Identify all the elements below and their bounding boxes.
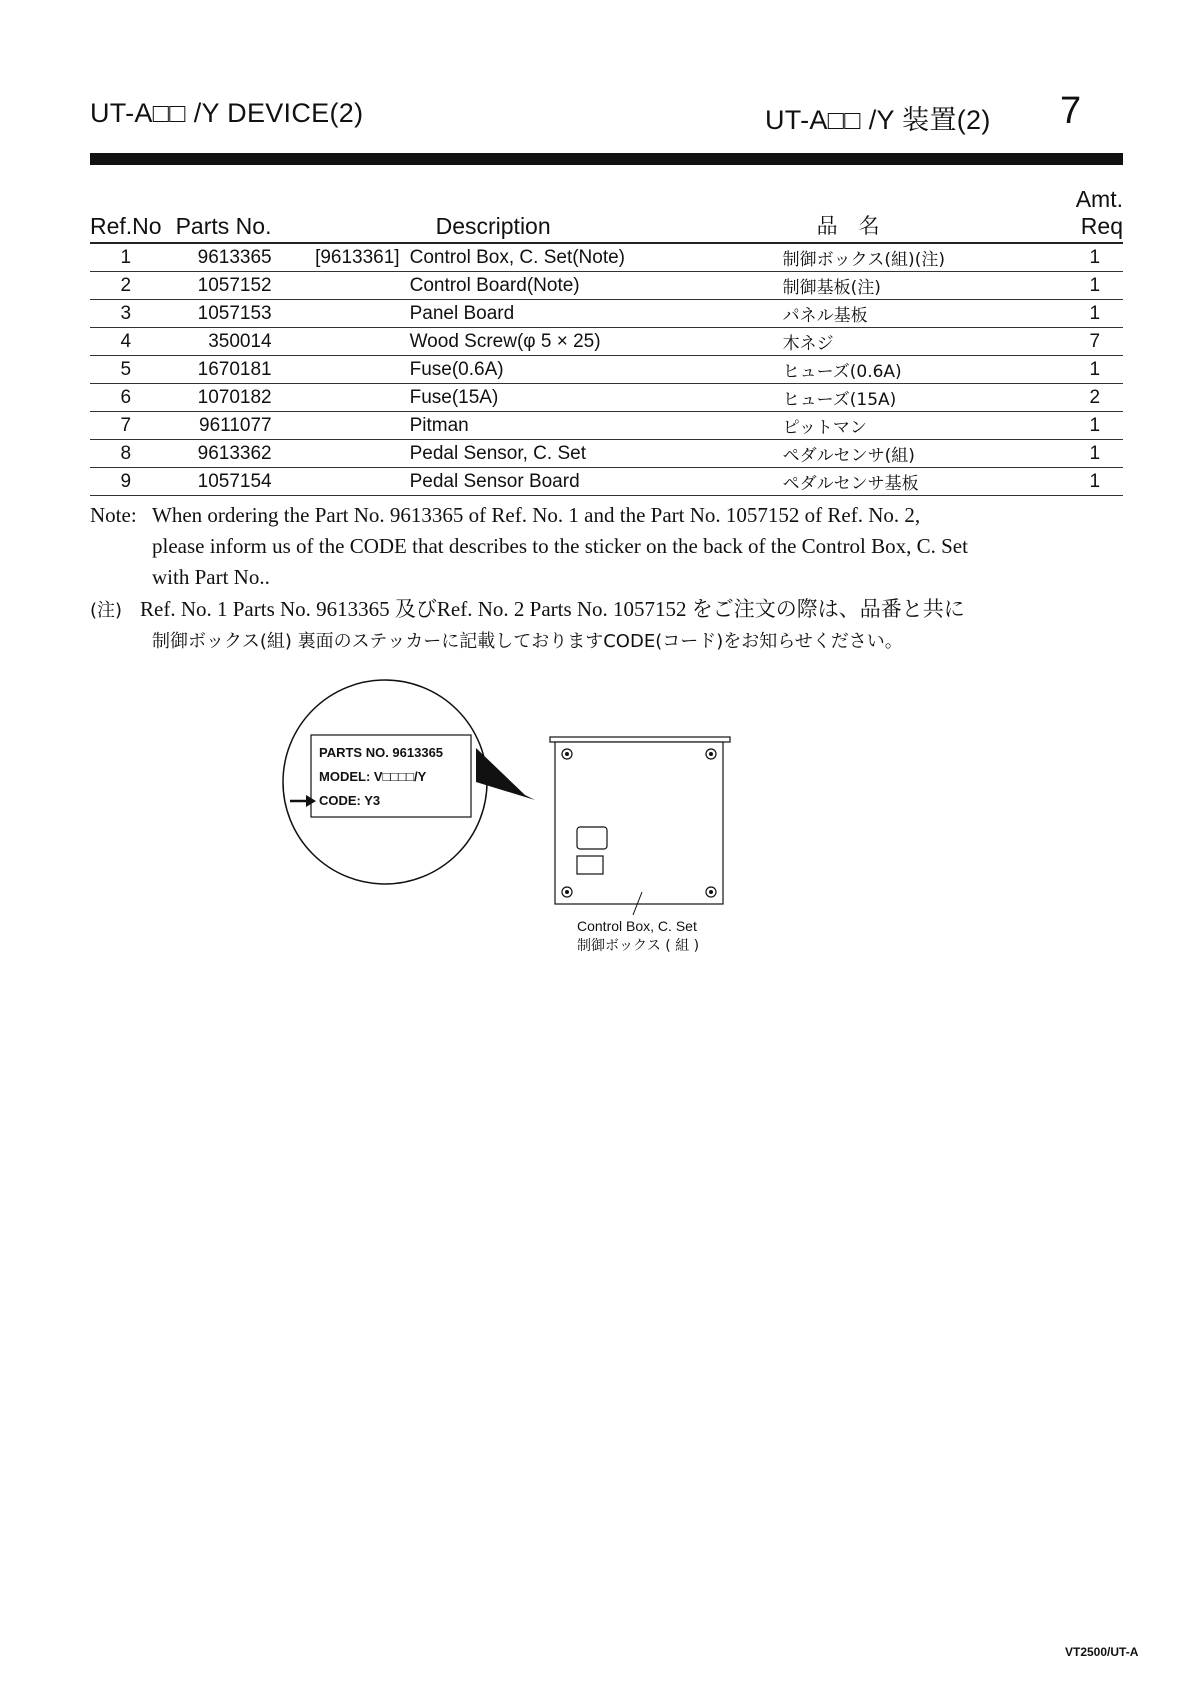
sticker-code: CODE: Y3 bbox=[319, 793, 381, 808]
cell-ref-no: 8 bbox=[90, 440, 162, 468]
cell-part-no: 9611077 bbox=[162, 412, 272, 440]
cell-alt-part-no bbox=[272, 384, 410, 412]
table-row bbox=[90, 272, 1123, 300]
cell-ref-no: 9 bbox=[90, 468, 162, 496]
parts-table bbox=[90, 186, 1123, 496]
cell-description: Fuse(0.6A) bbox=[410, 356, 783, 384]
cell-ref-no: 4 bbox=[90, 328, 162, 356]
table-row bbox=[90, 468, 1123, 496]
note-english bbox=[90, 500, 1130, 593]
table-row bbox=[90, 243, 1123, 272]
table-row bbox=[90, 384, 1123, 412]
cell-part-no: 1057153 bbox=[162, 300, 272, 328]
cell-description: Wood Screw(φ 5 × 25) bbox=[410, 328, 783, 356]
cell-amount: 1 bbox=[1067, 356, 1123, 384]
header-rule bbox=[90, 153, 1123, 165]
page-title-japanese: UT-A□□ /Y 装置(2) bbox=[765, 105, 991, 135]
col-parts-no: Parts No. bbox=[162, 186, 410, 243]
cell-alt-part-no: [9613361] bbox=[272, 243, 410, 272]
cell-part-no: 1670181 bbox=[162, 356, 272, 384]
cell-japanese-name: 制御基板(注) bbox=[783, 272, 1067, 300]
cell-description: Pedal Sensor, C. Set bbox=[410, 440, 783, 468]
cell-description: Pedal Sensor Board bbox=[410, 468, 783, 496]
cell-ref-no: 7 bbox=[90, 412, 162, 440]
cell-japanese-name: パネル基板 bbox=[783, 300, 1067, 328]
sticker-model: MODEL: V□□□□/Y bbox=[319, 769, 427, 784]
table-header-row bbox=[90, 186, 1123, 243]
page-title: UT-A□□ /Y DEVICE(2) bbox=[90, 98, 364, 128]
cell-ref-no: 3 bbox=[90, 300, 162, 328]
footer-model: VT2500/UT-A bbox=[1065, 1645, 1139, 1659]
cell-japanese-name: ペダルセンサ基板 bbox=[783, 468, 1067, 496]
note-line: please inform us of the CODE that describes to the sticker on the back of the Control Box, C. Set bbox=[152, 534, 968, 558]
cell-japanese-name: 木ネジ bbox=[783, 328, 1067, 356]
cell-description: Panel Board bbox=[410, 300, 783, 328]
cell-japanese-name: 制御ボックス(組)(注) bbox=[783, 243, 1067, 272]
cell-amount: 1 bbox=[1067, 300, 1123, 328]
table-row bbox=[90, 300, 1123, 328]
cell-ref-no: 5 bbox=[90, 356, 162, 384]
cell-amount: 1 bbox=[1067, 412, 1123, 440]
cell-ref-no: 6 bbox=[90, 384, 162, 412]
cell-alt-part-no bbox=[272, 356, 410, 384]
cell-alt-part-no bbox=[272, 468, 410, 496]
cell-description: Control Board(Note) bbox=[410, 272, 783, 300]
cell-part-no: 350014 bbox=[162, 328, 272, 356]
cell-amount: 1 bbox=[1067, 272, 1123, 300]
col-amount: Amt. Req bbox=[1067, 186, 1123, 243]
cell-ref-no: 1 bbox=[90, 243, 162, 272]
note-line: When ordering the Part No. 9613365 of Ref. No. 1 and the Part No. 1057152 of Ref. No. 2, bbox=[152, 503, 921, 527]
col-ref-no: Ref.No bbox=[90, 186, 162, 243]
note-line: with Part No.. bbox=[152, 565, 270, 589]
cell-ref-no: 2 bbox=[90, 272, 162, 300]
sticker-location bbox=[577, 827, 607, 849]
cell-alt-part-no bbox=[272, 440, 410, 468]
cell-amount: 1 bbox=[1067, 243, 1123, 272]
table-row bbox=[90, 356, 1123, 384]
cell-part-no: 9613365 bbox=[162, 243, 272, 272]
cell-description: Fuse(15A) bbox=[410, 384, 783, 412]
control-box-figure bbox=[280, 670, 760, 970]
control-box-drawing bbox=[550, 737, 730, 954]
cell-alt-part-no bbox=[272, 300, 410, 328]
table-row bbox=[90, 440, 1123, 468]
figure-label-japanese: 制御ボックス ( 組 ) bbox=[577, 938, 700, 954]
note-japanese bbox=[90, 594, 1130, 657]
cell-amount: 2 bbox=[1067, 384, 1123, 412]
note-lead: (注) bbox=[90, 600, 123, 621]
cell-alt-part-no bbox=[272, 272, 410, 300]
cell-amount: 1 bbox=[1067, 468, 1123, 496]
table-row bbox=[90, 412, 1123, 440]
cell-alt-part-no bbox=[272, 412, 410, 440]
col-japanese-name: 品 名 bbox=[783, 186, 1067, 243]
page-number: 7 bbox=[1060, 90, 1082, 132]
note-line: Ref. No. 1 Parts No. 9613365 及びRef. No. 2 Parts No. 1057152 をご注文の際は、品番と共に bbox=[140, 597, 965, 621]
figure-label: Control Box, C. Set bbox=[577, 918, 697, 934]
cell-japanese-name: ヒューズ(0.6A) bbox=[783, 356, 1067, 384]
sticker-parts-no: PARTS NO. 9613365 bbox=[319, 745, 444, 760]
magnifier-callout bbox=[283, 680, 535, 884]
cell-part-no: 1070182 bbox=[162, 384, 272, 412]
cell-part-no: 9613362 bbox=[162, 440, 272, 468]
cell-part-no: 1057152 bbox=[162, 272, 272, 300]
cell-alt-part-no bbox=[272, 328, 410, 356]
cell-amount: 7 bbox=[1067, 328, 1123, 356]
cell-description: Pitman bbox=[410, 412, 783, 440]
note-lead: Note: bbox=[90, 503, 137, 527]
cell-japanese-name: ピットマン bbox=[783, 412, 1067, 440]
cell-description: Control Box, C. Set(Note) bbox=[410, 243, 783, 272]
cell-amount: 1 bbox=[1067, 440, 1123, 468]
col-description: Description bbox=[410, 186, 783, 243]
table-row bbox=[90, 328, 1123, 356]
cell-japanese-name: ペダルセンサ(組) bbox=[783, 440, 1067, 468]
note-line: 制御ボックス(組) 裏面のステッカーに記載しておりますCODE(コード)をお知らせください。 bbox=[152, 631, 903, 652]
cell-part-no: 1057154 bbox=[162, 468, 272, 496]
cell-japanese-name: ヒューズ(15A) bbox=[783, 384, 1067, 412]
